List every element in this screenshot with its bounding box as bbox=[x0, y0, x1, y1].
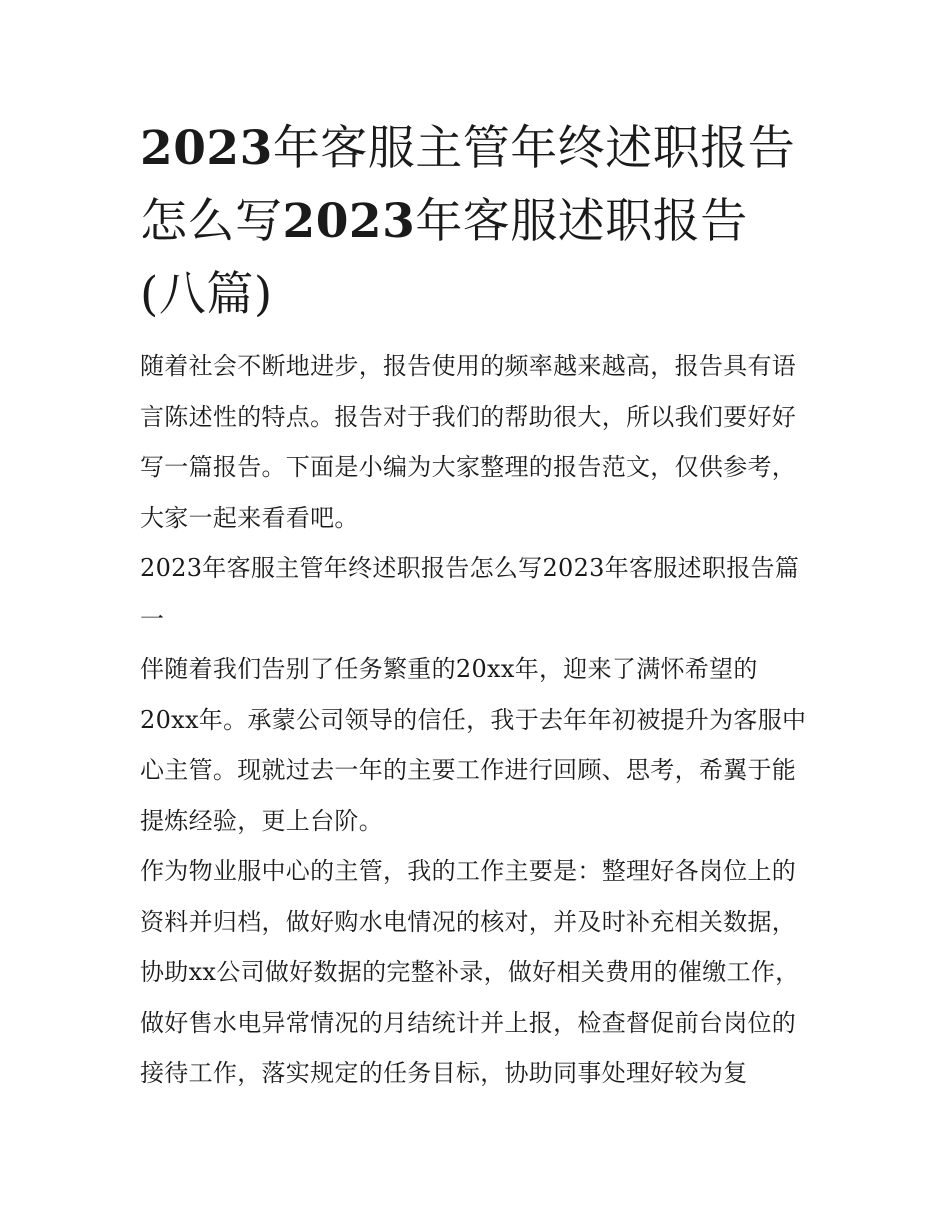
title-year-1: 2023 bbox=[140, 121, 273, 176]
document-page bbox=[140, 112, 812, 1099]
body-paragraph-1: 伴随着我们告别了任务繁重的20xx年，迎来了满怀希望的20xx年。承蒙公司领导的信任，我于去年年初被提升为客服中心主管。现就过去一年的主要工作进行回顾、思考，希翼于能提炼经验，更上台阶。 bbox=[140, 655, 807, 835]
title-year-2: 2023 bbox=[282, 194, 416, 249]
section-heading: 2023年客服主管年终述职报告怎么写2023年客服述职报告篇一 bbox=[140, 554, 800, 633]
intro-paragraph: 随着社会不断地进步，报告使用的频率越来越高，报告具有语言陈述性的特点。报告对于我们的帮助很大，所以我们要好好写一篇报告。下面是小编为大家整理的报告范文，仅供参考，大家一起来看看吧。 bbox=[140, 352, 797, 532]
body-paragraph-2: 作为物业服中心的主管，我的工作主要是：整理好各岗位上的资料并归档，做好购水电情况的核对，并及时补充相关数据，协助xx公司做好数据的完整补录，做好相关费用的催缴工作，做好售水电异常情况的月结统计并上报，检查督促前台岗位的接待工作，落实规定的任务目标，协助同事处理好较为复 bbox=[140, 857, 800, 1087]
document-title bbox=[140, 112, 812, 331]
title-text-2: 年客服述职报告(八篇) bbox=[140, 194, 748, 322]
title-text-1: 年客服主管年终述职报告怎么写 bbox=[140, 121, 796, 249]
